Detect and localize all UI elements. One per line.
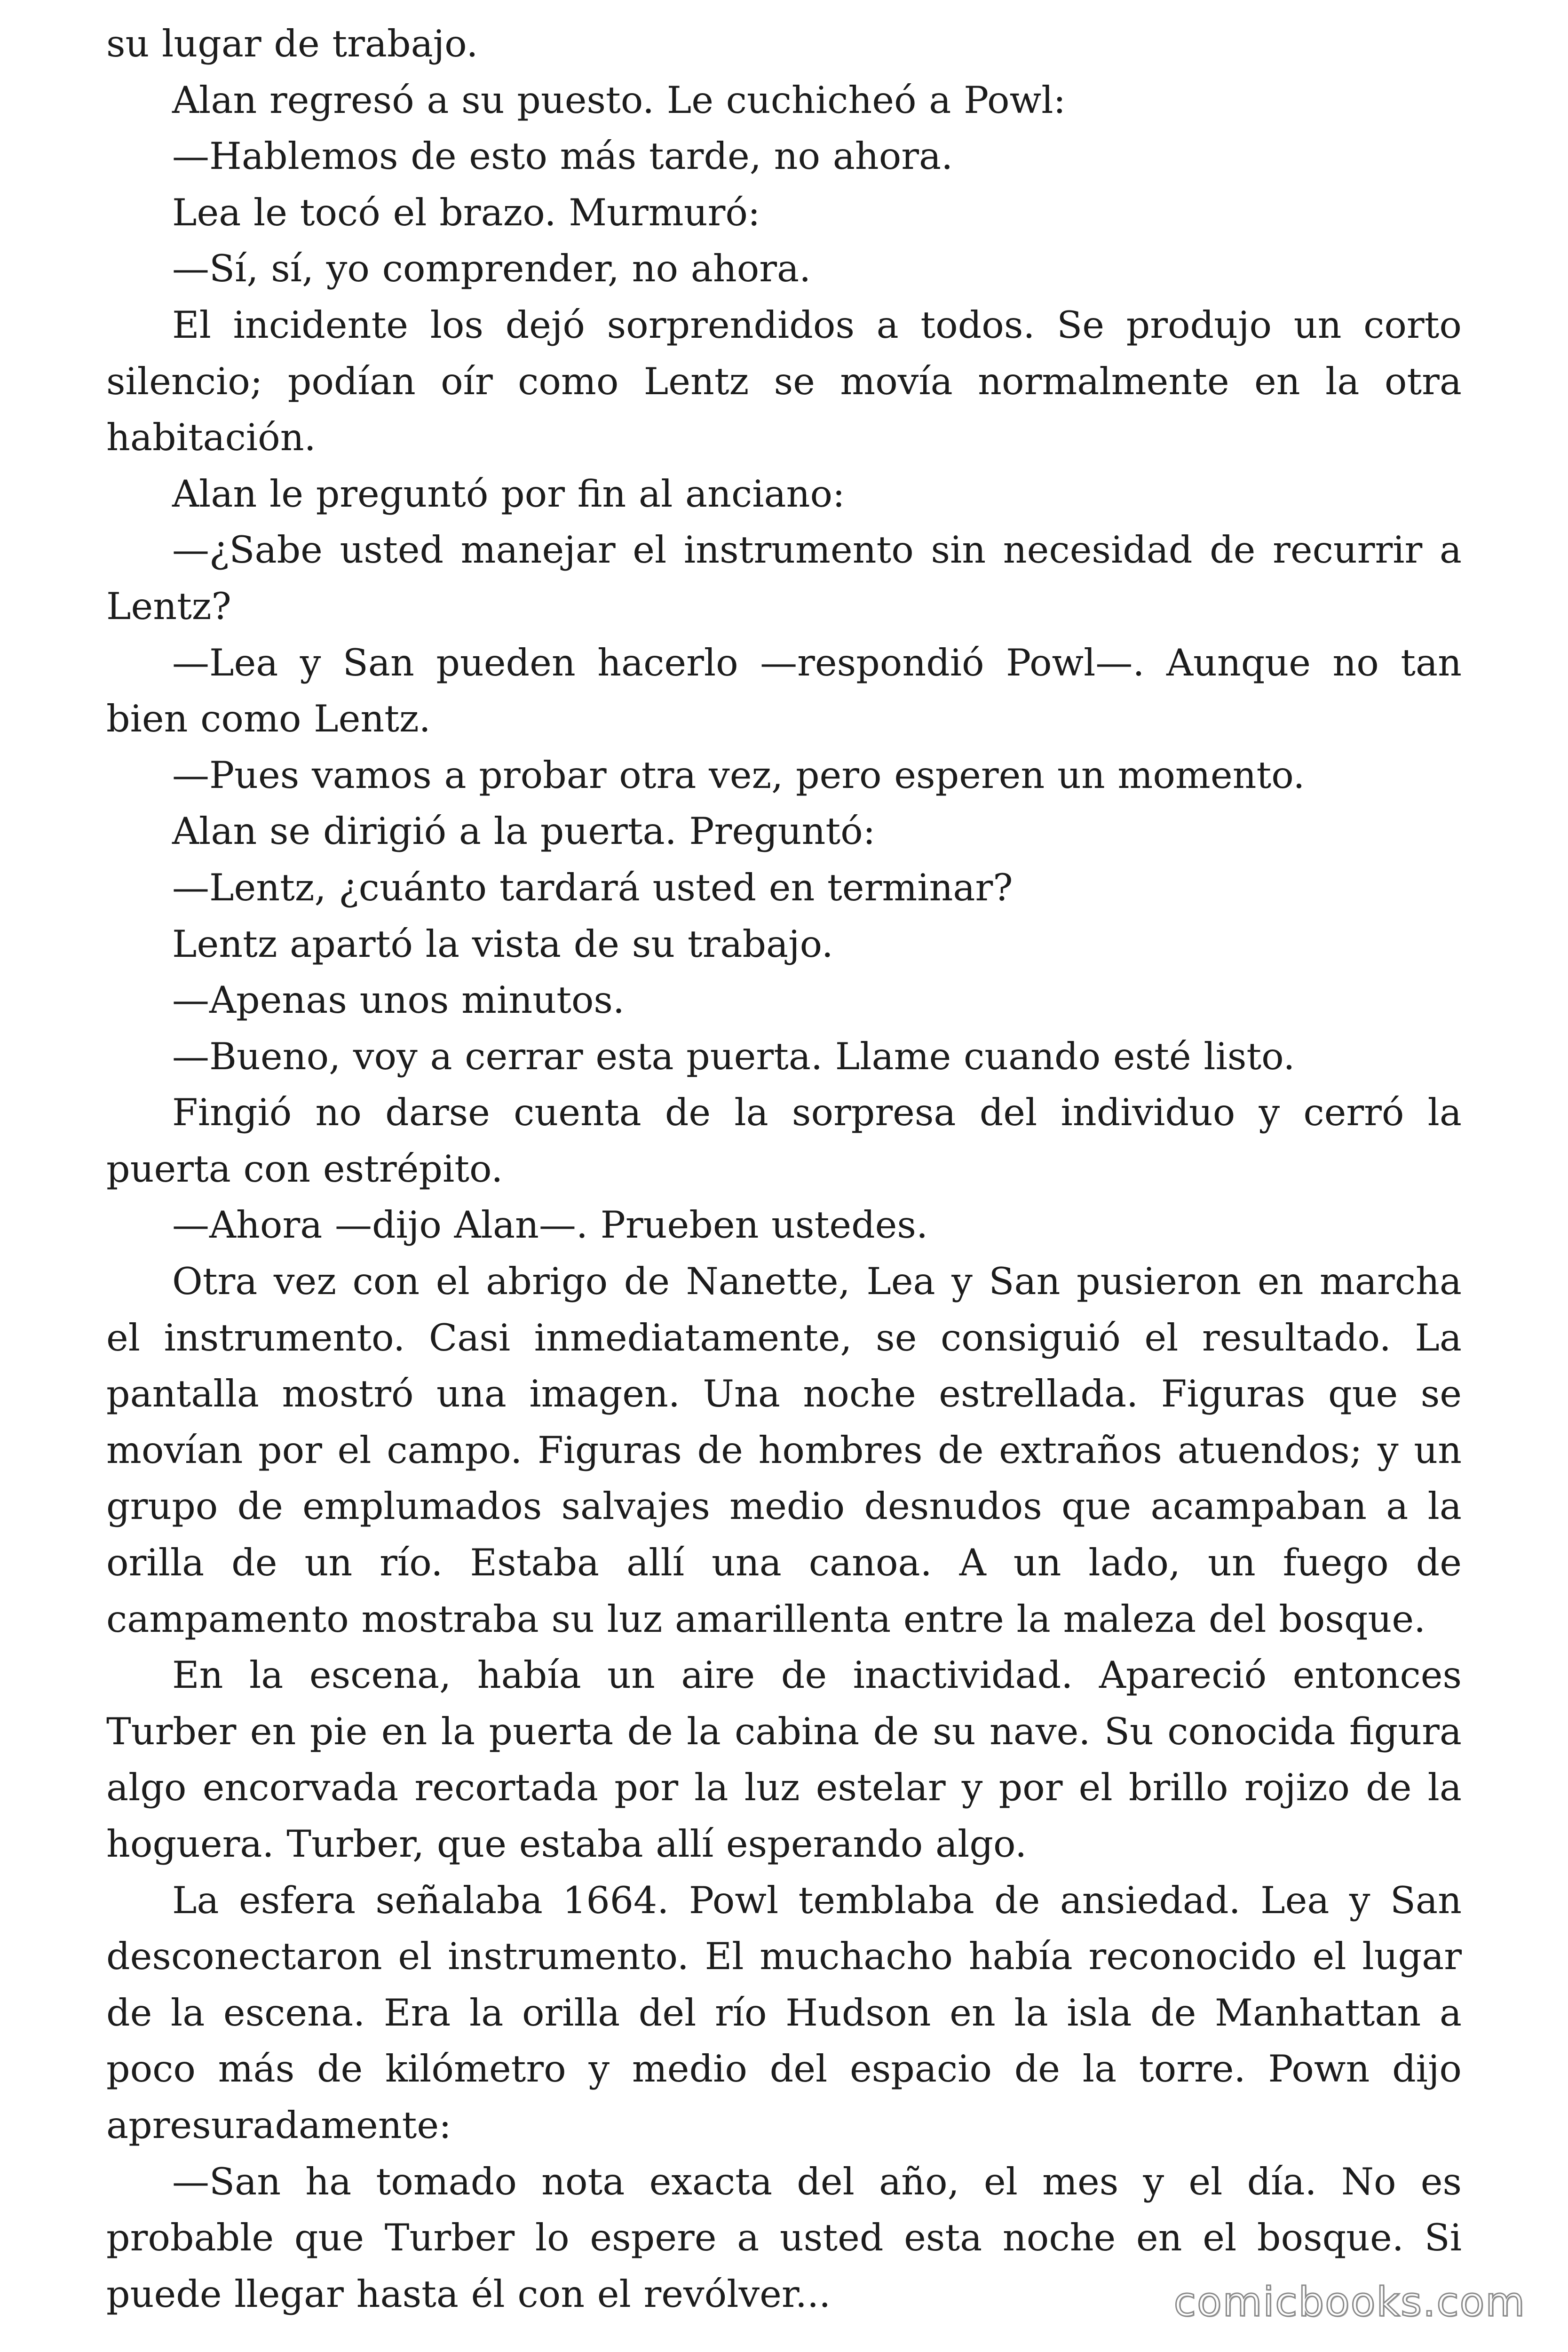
paragraph: —Hablemos de esto más tarde, no ahora. bbox=[172, 135, 953, 178]
paragraph: En la escena, había un aire de inactividad. Apareció entonces Turber en pie en la puerta de la cabina de su nave. Su conocida figura algo encorvada recortada por la luz estelar y por el brillo rojizo de la hoguera. Turber, que estaba allí esperando algo. bbox=[106, 1653, 1462, 1866]
paragraph: —Sí, sí, yo comprender, no ahora. bbox=[172, 247, 811, 291]
paragraph: Lentz apartó la vista de su trabajo. bbox=[172, 922, 833, 966]
paragraph: Otra vez con el abrigo de Nanette, Lea y San pusieron en marcha el instrumento. Casi inmediatamente, se consiguió el resultado. La pantalla mostró una imagen. Una noche estrellada. Figuras que se movían por el campo. Figuras de hombres de extraños atuendos; y un grupo de emplumados salvajes medio desnudos que acampaban a la orilla de un río. Estaba allí una canoa. A un lado, un fuego de campamento mostraba su luz amarillenta entre la maleza del bosque. bbox=[106, 1260, 1462, 1641]
paragraph: Alan le preguntó por fin al anciano: bbox=[172, 472, 845, 516]
body-text bbox=[106, 16, 1462, 2322]
paragraph: —Lentz, ¿cuánto tardará usted en terminar? bbox=[172, 866, 1013, 909]
paragraph: —Ahora —dijo Alan—. Prueben ustedes. bbox=[172, 1203, 928, 1247]
paragraph: —Bueno, voy a cerrar esta puerta. Llame cuando esté listo. bbox=[172, 1034, 1295, 1078]
paragraph: —¿Sabe usted manejar el instrumento sin necesidad de recurrir a Lentz? bbox=[106, 528, 1462, 628]
paragraph: su lugar de trabajo. bbox=[106, 22, 478, 65]
paragraph: Alan se dirigió a la puerta. Preguntó: bbox=[172, 810, 876, 853]
paragraph: Alan regresó a su puesto. Le cuchicheó a Powl: bbox=[172, 78, 1066, 122]
paragraph: Lea le tocó el brazo. Murmuró: bbox=[172, 191, 760, 234]
paragraph: Fingió no darse cuenta de la sorpresa del individuo y cerró la puerta con estrépito. bbox=[106, 1091, 1462, 1191]
paragraph: La esfera señalaba 1664. Powl temblaba de ansiedad. Lea y San desconectaron el instrumento. El muchacho había reconocido el lugar de la escena. Era la orilla del río Hudson en la isla de Manhattan a poco más de kilómetro y medio del espacio de la torre. Pown dijo apresuradamente: bbox=[106, 1878, 1462, 2147]
watermark: comicbooks.com bbox=[1173, 2279, 1526, 2326]
paragraph: —Pues vamos a probar otra vez, pero esperen un momento. bbox=[172, 753, 1305, 797]
paragraph: —Apenas unos minutos. bbox=[172, 978, 625, 1022]
paragraph: —San ha tomado nota exacta del año, el mes y el día. No es probable que Turber lo espere a usted esta noche en el bosque. Si puede llegar hasta él con el revólver... bbox=[106, 2160, 1462, 2316]
paragraph: —Lea y San pueden hacerlo —respondió Powl—. Aunque no tan bien como Lentz. bbox=[106, 641, 1462, 741]
paragraph: El incidente los dejó sorprendidos a todos. Se produjo un corto silencio; podían oír como Lentz se movía normalmente en la otra habitación. bbox=[106, 303, 1462, 460]
